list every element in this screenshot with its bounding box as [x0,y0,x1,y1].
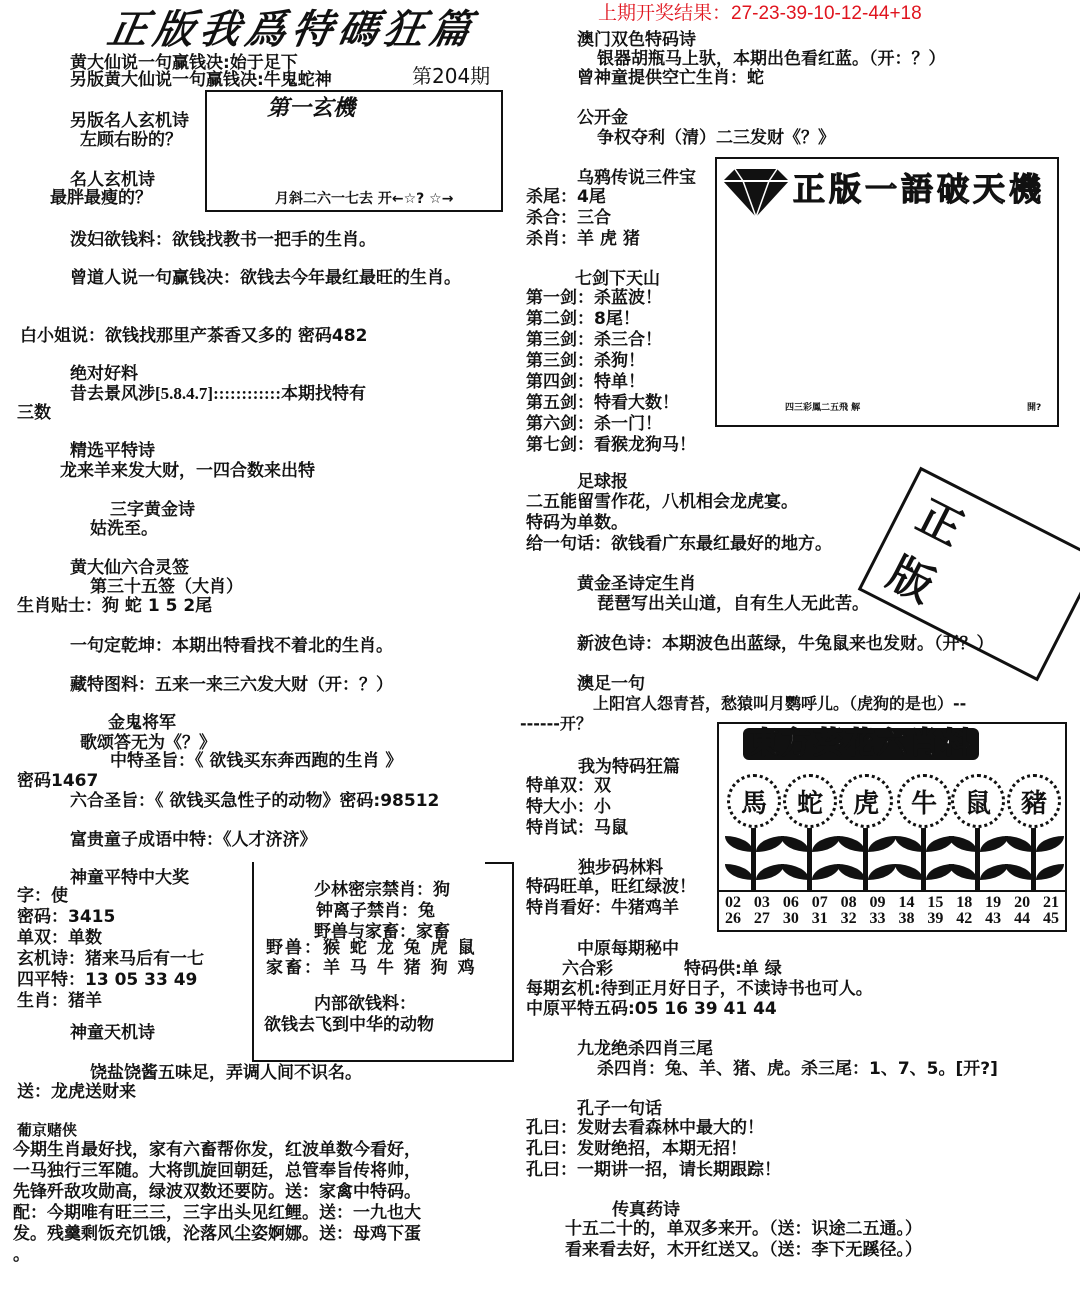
yiyu-title: 正版一語破天機 [793,170,1046,208]
zuqiu-title: 足球报 [577,472,628,492]
shaolin-box [252,862,514,1062]
zuqiu-item: 特码为单数。 [526,513,628,533]
zhengban-stamp: 正版 [858,467,1080,682]
leaf-icon [895,836,923,852]
number-cell: 07 [811,894,828,911]
kongzi-item: 孔曰：发财去看森林中最大的！ [526,1118,764,1138]
number-cell: 42 [956,910,973,927]
pujing-line: 先锋歼敌攻勋高，绿波双数还要防。送：家禽中特码。 [13,1182,421,1202]
page-title: 正版我爲特碼狂篇 [103,7,481,53]
zhongyuan-sub-left: 六合彩 [562,959,613,979]
sanzi-text: 姑洗至。 [90,519,158,539]
shentong-title: 神童平特中大奖 [70,868,189,888]
zodiac-label: 虎 [852,788,879,819]
zodiac-flower [727,774,781,828]
flower-stem [751,828,756,892]
hdx-line-2: 另版黄大仙说一句赢钱决:牛鬼蛇神 [70,70,332,90]
flower-stem [975,828,980,892]
kongzi-item: 孔曰：一期讲一招，请长期跟踪！ [526,1160,781,1180]
tianji-song: 送：龙虎送财来 [17,1082,136,1102]
juedui-line: 昔去景风涉[5.8.4.7]::::::::::::本期找特有 [70,384,367,403]
qijian-item: 第一剑：杀蓝波！ [526,288,662,308]
number-cell: 44 [1014,910,1031,927]
poem-alt-text: 左顾右盼的？ [80,130,182,150]
leaf-icon [980,864,1008,880]
pujing-line: 今期生肖最好找，家有六畜帮你发，红波单数今看好， [13,1140,421,1160]
neibu-title: 内部欲钱料： [314,994,416,1014]
shaolin-item: 野兽与家畜：家畜 [314,922,450,942]
yiyu-box [715,157,1059,427]
wuya-item: 杀肖：羊 虎 猪 [526,229,640,249]
woweit-list [526,776,628,839]
leaf-icon [868,836,896,852]
wuya-item: 杀尾：4尾 [526,187,606,207]
issue-number: 第204期 [412,64,491,88]
shaolin-item: 少林密宗禁肖：狗 [314,880,450,900]
number-cell: 19 [985,894,1002,911]
fugui-line: 富贵童子成语中特：《人才济济》 [70,830,317,850]
number-cell: 08 [840,894,857,911]
tianji-title: 神童天机诗 [70,1023,155,1043]
chuanzhen-item: 十五二十的，单双多来开。（送：识途二五通。） [565,1219,922,1239]
number-cell: 31 [811,910,828,927]
qijian-item: 第二剑：8尾！ [526,309,640,329]
aozu-title: 澳足一句 [577,674,645,694]
cangte-line: 藏特图料：五来一来三六发大财（开：？） [70,675,393,695]
number-cell: 02 [725,894,741,911]
woweit-title: 我为特码狂篇 [578,757,680,777]
shentong-item: 字：使 [17,886,68,906]
number-cell: 20 [1014,894,1031,911]
leaf-icon [725,836,753,852]
shentong-item: 四平特：13 05 33 49 [17,970,198,990]
qijian-list [526,288,696,456]
woweit-item: 特大小：小 [526,797,611,817]
jingui-code: 密码1467 [17,771,99,791]
yiyu-footer-left: 四三彩鳳二五飛 解 [785,403,861,413]
dubu-item: 特码旺单，旺红绿波！ [526,877,696,897]
shaolin-box-corner [485,862,512,864]
last-result [598,4,922,23]
numbers-row-2 [725,911,1059,927]
number-cell: 45 [1042,910,1059,927]
number-cell: 06 [782,894,799,911]
jiulong-title: 九龙绝杀四肖三尾 [577,1039,713,1059]
sanzi-title: 三字黄金诗 [110,500,195,520]
jingui-liuhe: 六合圣旨：《 欲钱买急性子的动物》密码:98512 [70,791,440,811]
number-cell: 27 [753,910,770,927]
qijian-item: 第五剑：特看大数！ [526,393,679,413]
lingqian-title: 黄大仙六合灵签 [70,558,189,578]
pofu-line: 泼妇欲钱料：欲钱找教书一把手的生肖。 [70,230,376,250]
number-cell: 43 [985,910,1002,927]
zodiac-flower [1007,774,1061,828]
shentong-item: 生肖：猪羊 [17,991,102,1011]
zeng-line: 曾道人说一句赢钱决：欲钱去今年最红最旺的生肖。 [70,268,461,288]
numbers-row-1 [725,895,1059,911]
gongkai-title: 公开金 [577,108,628,128]
neibu-text: 欲钱去飞到中华的动物 [264,1015,434,1035]
qijian-item: 第四剑：特单！ [526,372,645,392]
juedui-title: 绝对好料 [70,364,138,384]
chuanzhen-title: 传真药诗 [612,1200,680,1220]
shaolin-list [314,880,450,943]
shentong-item: 玄机诗：猪来马后有一七 [17,949,204,969]
aozu-text: 上阳宫人怨青苔，愁猿叫月鹦呼儿。（虎狗的是也）-- [593,694,967,713]
number-cell: 26 [725,910,741,927]
shentong-item: 密码：3415 [17,907,116,927]
number-cell: 18 [956,894,973,911]
kuihua-title: 東方葵花六肖料 [743,728,979,760]
bai-line: 白小姐说：欲钱找那里产茶香又多的 密码482 [20,326,368,346]
leaf-icon [1005,864,1033,880]
zhongyuan-five: 中原平特五码:05 16 39 41 44 [526,999,777,1019]
tianji-text: 饶盐饶酱五味足，弄调人间不识名。 [90,1063,362,1083]
leaf-icon [812,864,840,880]
dubu-list [526,877,696,919]
flower-stem [807,828,812,892]
aomen-text: 银器胡瓶马上驮，本期出色看红蓝。（开：？） [597,49,946,69]
zuqiu-item: 给一句话：欲钱看广东最红最好的地方。 [526,534,832,554]
zeng-kong: 曾神童提供空亡生肖：蛇 [577,68,764,88]
pujing-line: 配：今期唯有旺三三，三字出头见红鲤。送：一九也大 [13,1203,421,1223]
zodiac-label: 鼠 [964,788,991,819]
yiyu-footer-right: 開? [1027,403,1042,413]
numbers-panel [719,890,1065,927]
leaf-icon [949,864,977,880]
last-result-numbers: 27-23-39-10-12-44+18 [731,3,922,24]
kongzi-item: 孔曰：发财绝招，本期无招！ [526,1139,747,1159]
huangjin-title: 黄金圣诗定生肖 [577,574,696,594]
aomen-title: 澳门双色特码诗 [577,30,696,50]
number-cell: 03 [753,894,770,911]
xuanji-title: 第一玄機 [267,96,356,121]
pujing-line: 发。残羹剩饭充饥饿，沦落风尘姿婀娜。送：母鸡下蛋 [13,1224,421,1244]
zodiac-flower [897,774,951,828]
jingui-title: 金鬼将军 [108,713,176,733]
woweit-item: 特肖试：马鼠 [526,818,628,838]
zhongyuan-xuanji: 每期玄机:待到正月好日子，不读诗书也可人。 [526,979,873,999]
leaf-icon [781,864,809,880]
leaf-icon [895,864,923,880]
leaf-icon [868,864,896,880]
pujing-line: 一马独行三军随。大将凯旋回朝廷，总管奉旨传将帅， [13,1161,421,1181]
leaf-icon [725,864,753,880]
zodiac-label: 豬 [1020,788,1047,819]
poem-alt-title: 另版名人玄机诗 [70,111,189,131]
wuya-list [526,187,640,250]
leaf-icon [837,836,865,852]
number-cell: 38 [898,910,915,927]
leaf-icon [1036,836,1064,852]
diamond-icon [723,167,789,217]
number-cell: 14 [898,894,915,911]
leaf-icon [980,836,1008,852]
qijian-item: 第六剑：杀一门！ [526,414,662,434]
leaf-icon [781,836,809,852]
chuanzhen-list [565,1219,922,1261]
zuqiu-item: 二五能留雪作花，八机相会龙虎宴。 [526,492,798,512]
gongkai-text: 争权夺利（清）二三发财《？》 [597,128,835,148]
yiju-line: 一句定乾坤：本期出特看找不着北的生肖。 [70,636,393,656]
number-cell: 15 [927,894,944,911]
pujing-list [13,1140,421,1266]
jingxuan-title: 精选平特诗 [70,441,155,461]
poem-text: 最胖最瘦的？ [50,188,152,208]
dubu-title: 独步码林料 [578,858,663,878]
leaf-icon [1005,836,1033,852]
leaf-icon [756,836,784,852]
leaf-icon [1036,864,1064,880]
domestic-animals: 家畜：羊 马 牛 猪 狗 鸡 [266,958,477,978]
xuanji-footer: 月斜二六一七去 开←☆? ☆→ [275,191,454,207]
lingqian-sub: 第三十五签（大肖） [90,577,243,597]
juedui-cont: 三数 [17,403,51,423]
kuihua-box [717,722,1067,932]
zodiac-label: 馬 [740,788,767,819]
poem-title: 名人玄机诗 [70,170,155,190]
xuanji-box [205,90,503,212]
jingui-song: 歌颂答无为《？》 [80,733,216,753]
flower-stem [863,828,868,892]
shentong-item: 单双：单数 [17,928,102,948]
leaf-icon [949,836,977,852]
hdx-line-1: 黄大仙说一句赢钱决:始于足下 [70,53,298,73]
last-result-label: 上期开奖结果： [598,3,732,24]
leaf-icon [837,864,865,880]
chuanzhen-item: 看来看去好，木开红送又。（送：李下无蹊径。） [565,1240,922,1260]
number-cell: 32 [840,910,857,927]
xinbo-line: 新波色诗：本期波色出蓝绿，牛兔鼠来也发财。（开？） [577,634,994,654]
zodiac-flower [951,774,1005,828]
aozu-cont: ------开？ [520,714,592,733]
zodiac-label: 牛 [910,788,937,819]
qijian-item: 第三剑：杀狗！ [526,351,645,371]
wuya-title: 乌鸦传说三件宝 [577,168,696,188]
zodiac-label: 蛇 [796,788,823,819]
zodiac-flower [839,774,893,828]
zuqiu-list [526,492,832,555]
flower-stem [1031,828,1036,892]
jiulong-text: 杀四肖：兔、羊、猪、虎。杀三尾：1、7、5。[开?] [597,1059,998,1079]
pujing-title: 葡京赌侠 [17,1121,78,1139]
huangjin-text: 琵琶写出关山道，自有生人无此苦。 [597,594,869,614]
shentong-list [17,886,204,1012]
number-cell: 33 [869,910,886,927]
qijian-title: 七剑下天山 [575,269,660,289]
leaf-icon [756,864,784,880]
woweit-item: 特单双：双 [526,776,611,796]
qijian-item: 第三剑：杀三合！ [526,330,662,350]
zhongyuan-title: 中原每期秘中 [577,939,679,959]
qijian-item: 第七剑：看猴龙狗马！ [526,435,696,455]
leaf-icon [812,836,840,852]
kongzi-title: 孔子一句话 [577,1099,662,1119]
jingxuan-text: 龙来羊来发大财，一四合数来出特 [60,461,315,481]
wuya-item: 杀合：三合 [526,208,611,228]
lingqian-tip: 生肖贴士：狗 蛇 1 5 2尾 [17,596,213,616]
number-cell: 30 [782,910,799,927]
shaolin-item: 钟离子禁肖：兔 [316,901,435,921]
flower-stem [921,828,926,892]
kongzi-list [526,1118,781,1181]
number-cell: 39 [927,910,944,927]
dubu-item: 特肖看好：牛猪鸡羊 [526,898,679,918]
zhongyuan-sub-right: 特码供:单 绿 [684,959,782,979]
jingui-zhong: 中特圣旨：《 欲钱买东奔西跑的生肖 》 [110,751,403,771]
pujing-line: 。 [13,1245,30,1265]
wild-animals: 野兽：猴 蛇 龙 兔 虎 鼠 [266,938,477,958]
zodiac-flower [783,774,837,828]
number-cell: 09 [869,894,886,911]
number-cell: 21 [1042,894,1059,911]
